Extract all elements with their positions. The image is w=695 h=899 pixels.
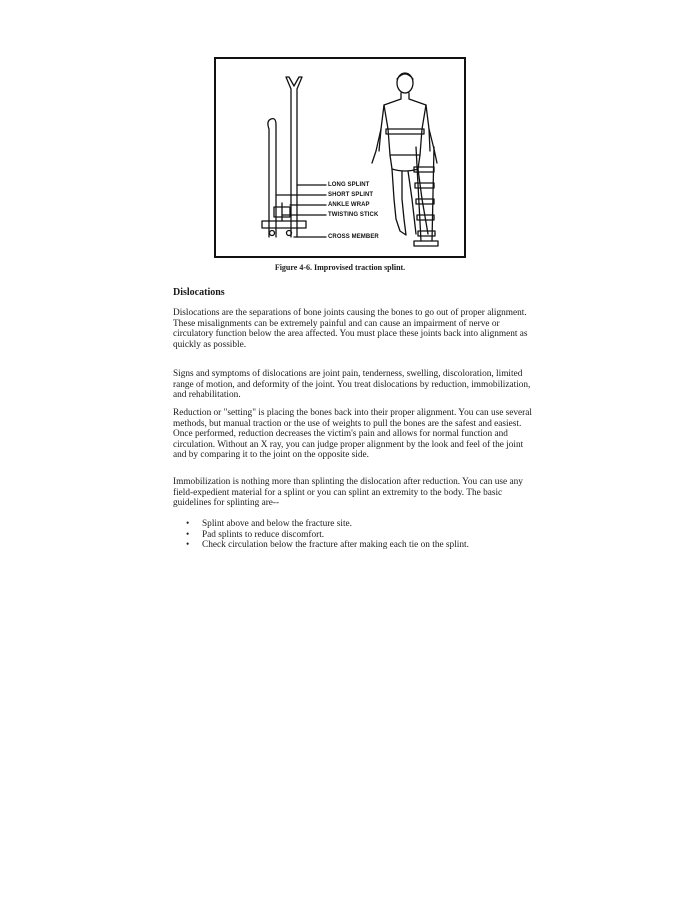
bullet-icon: • bbox=[186, 519, 190, 529]
figure-left-leg bbox=[392, 169, 406, 235]
paragraph-immobilization: Immobilization is nothing more than splinting the dislocation after reduction. You can use any field-expedient material for a splint or you can splint an extremity to the body. The basic guidelines for splinting are-- bbox=[173, 477, 523, 509]
label-twisting-stick: TWISTING STICK bbox=[328, 212, 379, 218]
paragraph-signs-symptoms: Signs and symptoms of dislocations are joint pain, tenderness, swelling, discoloration, limited range of motion, and deformity of the joint. You treat dislocations by reduction, immobilization, and rehabilitation. bbox=[173, 369, 531, 401]
list-item bbox=[173, 519, 533, 530]
bullet-icon: • bbox=[186, 529, 190, 540]
label-long-splint: LONG SPLINT bbox=[328, 182, 370, 188]
short-splint-shape bbox=[268, 119, 276, 237]
traction-splint-illustration bbox=[216, 59, 464, 256]
list-item bbox=[173, 530, 533, 541]
label-short-splint: SHORT SPLINT bbox=[328, 192, 374, 198]
paragraph-definition: Dislocations are the separations of bone joints causing the bones to go out of proper alignment. These misalignments can be extremely painful and can cause an impairment of nerve or circulatory function below the area affected. You must place these joints back into alignment as quickly as possible. bbox=[173, 308, 528, 350]
bullet-icon: • bbox=[186, 540, 190, 551]
list-item bbox=[173, 540, 533, 551]
list-item-text: Splint above and below the fracture site. bbox=[202, 519, 352, 529]
paragraph-reduction: Reduction or "setting" is placing the bones back into their proper alignment. You can use several methods, but manual traction or the use of weights to pull the bones are the safest and easiest. Once performed, reduction decreases the victim's pain and allows for normal function and circulation. Without an X ray, you can judge proper alignment by the look and feel of the joint and by comparing it to the joint on the opposite side. bbox=[173, 408, 532, 461]
label-cross-member: CROSS MEMBER bbox=[328, 234, 379, 240]
list-item-text: Check circulation below the fracture after making each tie on the splint. bbox=[202, 540, 469, 551]
figure-traction-splint bbox=[214, 57, 466, 258]
list-item-text: Pad splints to reduce discomfort. bbox=[202, 529, 325, 540]
figure-caption: Figure 4-6. Improvised traction splint. bbox=[274, 263, 406, 272]
label-ankle-wrap: ANKLE WRAP bbox=[328, 202, 370, 208]
long-splint-shape bbox=[286, 77, 302, 237]
section-heading: Dislocations bbox=[173, 287, 225, 298]
splinting-guidelines-list bbox=[173, 519, 533, 551]
